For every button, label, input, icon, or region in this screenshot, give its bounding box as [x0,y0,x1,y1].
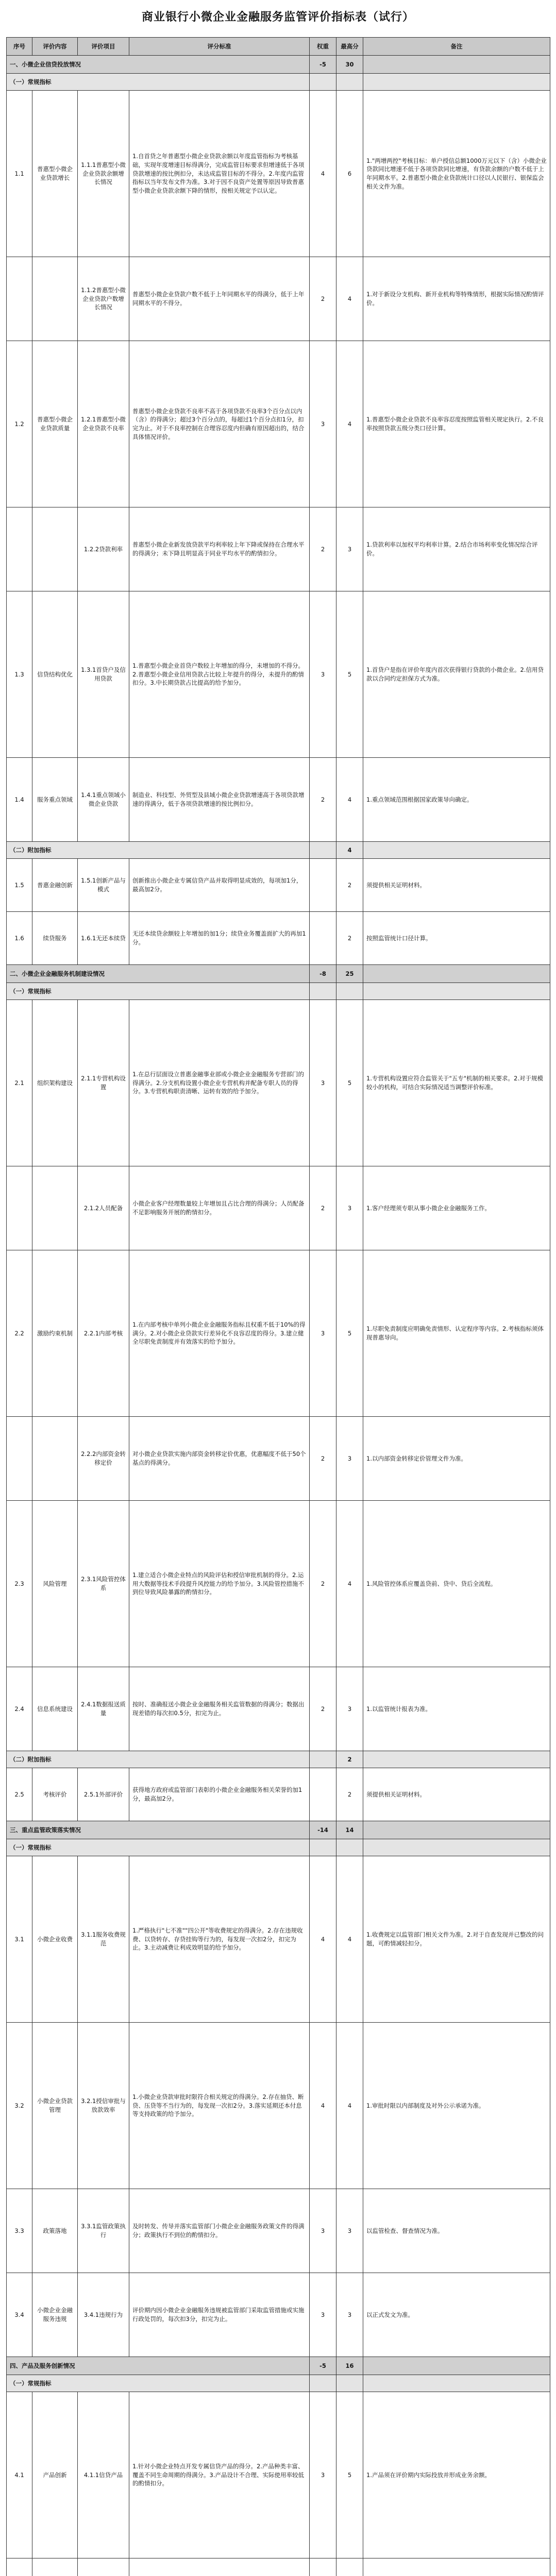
section-weight [310,842,336,859]
section-score: 14 [336,1821,363,1839]
cell-remark: 1.以监管统计报表为准。 [363,1667,550,1751]
header-item: 评价内容 [32,38,78,56]
cell-standard: 无还本续贷余额较上年增加的加1分；续贷业务覆盖面扩大的再加1分。 [129,912,310,965]
cell-item: 续贷服务 [32,912,78,965]
cell-standard: 1.在总行层面设立普惠金融事业部或小微企业金融服务专营部门的得满分。2.分支机构设置小微企业专营机构并配备专职人员的得分。3.专营机构职责清晰、运转有效的给予加分。 [129,1000,310,1166]
cell-weight: 4 [310,91,336,257]
cell-remark: 1.对于新设分支机构、新开业机构等特殊情形，根据实际情况酌情评价。 [363,257,550,341]
section-remark [363,74,550,91]
cell-weight [310,859,336,912]
table-row [7,507,550,591]
cell-remark: 1.产品须在评价期内实际投放并形成业务余额。 [363,2392,550,2558]
cell-content: 1.1.1普惠型小微企业贷款余额增长情况 [78,91,129,257]
cell-standard: 评价期内因小微企业金融服务违规被监管部门采取监管措施或实施行政处罚的，每次扣3分，扣完为止。 [129,2273,310,2357]
cell-item [32,1166,78,1250]
cell-seq: 3.3 [7,2189,32,2273]
section-score [336,1839,363,1856]
cell-max-score: 3 [336,1166,363,1250]
table-body [7,56,550,2576]
header-standard: 评分标准 [129,38,310,56]
cell-remark: 1."两增两控"考核目标：单户授信总额1000万元以下（含）小微企业贷款同比增速不低于各项贷款同比增速，有贷款余额的户数不低于上年同期水平。2.普惠型小微企业贷款统计口径以人民银行、银保监会相关文件为准。 [363,91,550,257]
cell-max-score: 4 [336,2023,363,2189]
cell-content: 2.1.1专营机构设置 [78,1000,129,1166]
cell-seq [7,507,32,591]
section-remark [363,1751,550,1768]
cell-seq [7,257,32,341]
cell-content: 2.2.1内部考核 [78,1250,129,1417]
cell-weight: 3 [310,341,336,507]
cell-seq: 1.4 [7,758,32,842]
table-row [7,912,550,965]
table-row [7,2273,550,2357]
header-content: 评价项目 [78,38,129,56]
cell-remark: 1.专营机构设置应符合监管关于"五专"机制的相关要求。2.对于规模较小的机构，可结合实际情况适当调整评价标准。 [363,1000,550,1166]
cell-weight: 3 [310,1250,336,1417]
cell-seq: 2.5 [7,1768,32,1821]
cell-item: 小微企业贷款管理 [32,2023,78,2189]
section-remark [363,2375,550,2392]
cell-seq: 3.1 [7,1856,32,2023]
cell-seq: 1.2 [7,341,32,507]
cell-remark: 按照监管统计口径计算。 [363,912,550,965]
cell-seq: 3.2 [7,2023,32,2189]
section-label: 二、小微企业金融服务机制建设情况 [7,965,310,983]
cell-standard: 创新推出小微企业专属信贷产品并取得明显成效的，每项加1分，最高加2分。 [129,859,310,912]
section-score [336,74,363,91]
cell-content: 2.1.2人员配备 [78,1166,129,1250]
section-row [7,56,550,74]
cell-remark: 1.首贷户是指在评价年度内首次获得银行贷款的小微企业。2.信用贷款以合同约定担保方式为准。 [363,591,550,758]
cell-content: 1.6.1无还本续贷 [78,912,129,965]
cell-content: 2.2.2内部资金转移定价 [78,1417,129,1501]
cell-max-score: 2 [336,859,363,912]
section-weight: -8 [310,965,336,983]
cell-seq [7,1166,32,1250]
section-weight [310,983,336,1000]
table-row [7,2189,550,2273]
section-label: （一）常规指标 [7,74,310,91]
section-weight: -14 [310,1821,336,1839]
cell-max-score: 5 [336,1250,363,1417]
cell-item: 考核评价 [32,1768,78,1821]
section-label: （一）常规指标 [7,1839,310,1856]
table-row [7,1250,550,1417]
cell-max-score [336,2558,363,2576]
table-row [7,2023,550,2189]
section-label: （一）常规指标 [7,2375,310,2392]
subsection-row [7,2375,550,2392]
evaluation-table [6,37,550,2576]
section-remark [363,842,550,859]
section-weight [310,2375,336,2392]
cell-seq: 4.1 [7,2392,32,2558]
cell-item: 组织架构建设 [32,1000,78,1166]
cell-item: 小微企业金融服务违规 [32,2273,78,2357]
table-row [7,591,550,758]
section-weight [310,74,336,91]
cell-standard: 1.建立适合小微企业特点的风险评估和授信审批机制的得分。2.运用大数据等技术手段提升风控能力的给予加分。3.风险管控措施不到位导致风险暴露的酌情扣分。 [129,1501,310,1667]
cell-weight: 2 [310,758,336,842]
cell-content: 1.1.2普惠型小微企业贷款户数增长情况 [78,257,129,341]
cell-content: 2.4.1数据报送质量 [78,1667,129,1751]
cell-max-score: 4 [336,341,363,507]
table-row [7,341,550,507]
cell-item: 政策落地 [32,2189,78,2273]
subsection-row [7,1839,550,1856]
cell-remark: 1.重点领域范围根据国家政策导向确定。 [363,758,550,842]
cell-item: 普惠金融创新 [32,859,78,912]
section-score [336,2375,363,2392]
cell-standard: 制造业、科技型、外贸型及县域小微企业贷款增速高于各项贷款增速的得满分，低于各项贷款增速的按比例扣分。 [129,758,310,842]
table-header-row [7,38,550,56]
cell-seq: 2.4 [7,1667,32,1751]
table-row [7,1768,550,1821]
cell-max-score: 3 [336,2189,363,2273]
cell-weight: 3 [310,2189,336,2273]
table-row [7,1501,550,1667]
cell-item: 小微企业收费 [32,1856,78,2023]
cell-weight [310,1768,336,1821]
cell-weight: 3 [310,2273,336,2357]
cell-max-score: 3 [336,507,363,591]
cell-remark: 以正式发文为准。 [363,2273,550,2357]
header-weight: 权重 [310,38,336,56]
cell-content: 4.1.1信贷产品 [78,2392,129,2558]
cell-standard: 1.严格执行"七不准""四公开"等收费规定的得满分。2.存在违规收费、以贷转存、存贷挂钩等行为的，每发现一次扣2分，扣完为止。3.主动减费让利成效明显的给予加分。 [129,1856,310,2023]
header-seq: 序号 [7,38,32,56]
section-label: 三、重点监管政策落实情况 [7,1821,310,1839]
table-row [7,1667,550,1751]
cell-remark [363,2558,550,2576]
cell-max-score: 3 [336,1417,363,1501]
cell-max-score: 5 [336,2392,363,2558]
cell-standard: 普惠型小微企业贷款不良率不高于各项贷款不良率3个百分点以内（含）的得满分；超过3个百分点的，每超过1个百分点扣1分，扣完为止。对于不良率控制在合理容忍度内但确有原因超出的，结合具体情况评价。 [129,341,310,507]
section-weight [310,1751,336,1768]
cell-seq: 1.6 [7,912,32,965]
table-row [7,91,550,257]
cell-content: 2.3.1风险管控体系 [78,1501,129,1667]
section-remark [363,1821,550,1839]
cell-standard: 1.普惠型小微企业首贷户数较上年增加的得分，未增加的不得分。2.普惠型小微企业信用贷款占比较上年提升的得分，未提升的酌情扣分。3.中长期贷款占比提高的给予加分。 [129,591,310,758]
section-score [336,983,363,1000]
additional-row [7,1751,550,1768]
cell-standard: 普惠型小微企业贷款户数不低于上年同期水平的得满分，低于上年同期水平的不得分。 [129,257,310,341]
cell-standard: 对小微企业贷款实施内部资金转移定价优惠，优惠幅度不低于50个基点的得满分。 [129,1417,310,1501]
section-label: 一、小微企业信贷投放情况 [7,56,310,74]
header-remark: 备注 [363,38,550,56]
section-remark [363,56,550,74]
section-remark [363,965,550,983]
cell-content: 3.2.1授信审批与放款效率 [78,2023,129,2189]
cell-standard: 按时、准确报送小微企业金融服务相关监管数据的得满分；数据出现差错的每次扣0.5分，扣完为止。 [129,1667,310,1751]
cell-weight: 2 [310,1166,336,1250]
cell-standard [129,2558,310,2576]
table-row [7,1166,550,1250]
cell-standard: 及时转发、传导并落实监管部门小微企业金融服务政策文件的得满分；政策执行不到位的酌情扣分。 [129,2189,310,2273]
table-row [7,1417,550,1501]
cell-content: 1.2.2贷款利率 [78,507,129,591]
cell-weight: 3 [310,591,336,758]
cell-item [32,1417,78,1501]
cell-max-score: 5 [336,591,363,758]
cell-content: 3.4.1违规行为 [78,2273,129,2357]
cell-content: 1.3.1首贷户及信用贷款 [78,591,129,758]
section-row [7,965,550,983]
section-remark [363,2357,550,2375]
cell-remark: 1.收费规定以监管部门相关文件为准。2.对于自查发现并已整改的问题，可酌情减轻扣分。 [363,1856,550,2023]
cell-weight: 2 [310,507,336,591]
section-weight: -5 [310,2357,336,2375]
cell-standard: 小微企业客户经理数量较上年增加且占比合理的得满分；人员配备不足影响服务开展的酌情扣分。 [129,1166,310,1250]
cell-remark: 1.普惠型小微企业贷款不良率容忍度按照监管相关规定执行。2.不良率按照贷款五级分类口径计算。 [363,341,550,507]
cell-seq: 2.3 [7,1501,32,1667]
cell-remark: 1.风险管控体系应覆盖贷前、贷中、贷后全流程。 [363,1501,550,1667]
cell-seq [7,2558,32,2576]
cell-remark: 须提供相关证明材料。 [363,859,550,912]
cell-content: 1.5.1创新产品与模式 [78,859,129,912]
header-max-score: 最高分 [336,38,363,56]
cell-standard: 1.在内部考核中单列小微企业金融服务指标且权重不低于10%的得满分。2.对小微企业贷款实行差异化不良容忍度的得分。3.建立健全尽职免责制度并有效落实的给予加分。 [129,1250,310,1417]
cell-weight: 2 [310,257,336,341]
cell-seq [7,1417,32,1501]
section-label: 四、产品及服务创新情况 [7,2357,310,2375]
section-score: 25 [336,965,363,983]
cell-content: 1.4.1重点领域小微企业贷款 [78,758,129,842]
cell-max-score: 4 [336,758,363,842]
table-row [7,859,550,912]
section-row [7,1821,550,1839]
cell-max-score: 6 [336,91,363,257]
cell-item: 风险管理 [32,1501,78,1667]
cell-max-score: 4 [336,1501,363,1667]
table-row [7,2558,550,2576]
subsection-row [7,983,550,1000]
cell-content: 2.5.1外部评价 [78,1768,129,1821]
cell-max-score: 2 [336,912,363,965]
section-remark [363,983,550,1000]
cell-seq: 1.1 [7,91,32,257]
cell-item [32,257,78,341]
table-row [7,1000,550,1166]
cell-max-score: 4 [336,1856,363,2023]
cell-item [32,2558,78,2576]
cell-item [32,507,78,591]
cell-seq: 3.4 [7,2273,32,2357]
cell-max-score: 4 [336,257,363,341]
cell-remark: 1.贷款利率以加权平均利率计算。2.结合市场利率变化情况综合评价。 [363,507,550,591]
cell-max-score: 5 [336,1000,363,1166]
cell-weight: 2 [310,1417,336,1501]
cell-weight: 4 [310,2023,336,2189]
cell-remark: 以监管检查、督查情况为准。 [363,2189,550,2273]
cell-weight [310,912,336,965]
cell-standard: 1.针对小微企业特点开发专属信贷产品的得分。2.产品种类丰富、覆盖不同生命周期的得满分。3.产品设计不合理、实际使用率较低的酌情扣分。 [129,2392,310,2558]
section-label: （二）附加指标 [7,1751,310,1768]
table-row [7,758,550,842]
cell-max-score: 2 [336,1768,363,1821]
section-label: （一）常规指标 [7,983,310,1000]
cell-standard: 1.自首贷之年普惠型小微企业贷款余额以年度监管指标为考核基础，实现年度增速目标得满分，完成监管目标要求但增速低于各项贷款增速的按比例扣分，未达成监管目标的不得分。2.年度内监管指标以当年发布文件为准。3.对于因不良资产处置等原因导致普惠型小微企业贷款余额下降的情形，按相关规定予以认定。 [129,91,310,257]
cell-content: 3.1.1服务收费规范 [78,1856,129,2023]
cell-remark: 1.尽职免责制度应明确免责情形、认定程序等内容。2.考核指标须体现普惠导向。 [363,1250,550,1417]
table-row [7,2392,550,2558]
cell-seq: 1.3 [7,591,32,758]
section-weight: -5 [310,56,336,74]
cell-weight: 2 [310,1501,336,1667]
cell-item: 普惠型小微企业贷款增长 [32,91,78,257]
cell-standard: 1.小微企业贷款审批时限符合相关规定的得满分。2.存在抽贷、断贷、压贷等不当行为的，每发现一次扣2分。3.落实延期还本付息等支持政策的给予加分。 [129,2023,310,2189]
cell-standard: 获得地方政府或监管部门表彰的小微企业金融服务相关荣誉的加1分，最高加2分。 [129,1768,310,1821]
subsection-row [7,74,550,91]
page-title: 商业银行小微企业金融服务监管评价指标表（试行） [141,11,414,24]
cell-item: 激励约束机制 [32,1250,78,1417]
additional-row [7,842,550,859]
cell-item: 服务重点领域 [32,758,78,842]
cell-weight [310,2558,336,2576]
section-weight [310,1839,336,1856]
cell-remark: 须提供相关证明材料。 [363,1768,550,1821]
cell-weight: 2 [310,1667,336,1751]
section-score: 16 [336,2357,363,2375]
cell-content [78,2558,129,2576]
section-row [7,2357,550,2375]
cell-item: 信息系统建设 [32,1667,78,1751]
cell-item: 产品创新 [32,2392,78,2558]
cell-max-score: 3 [336,2273,363,2357]
cell-weight: 3 [310,2392,336,2558]
table-row [7,1856,550,2023]
cell-max-score: 3 [336,1667,363,1751]
cell-content: 1.2.1普惠型小微企业贷款不良率 [78,341,129,507]
cell-content: 3.3.1监管政策执行 [78,2189,129,2273]
section-remark [363,1839,550,1856]
cell-seq: 1.5 [7,859,32,912]
section-score: 2 [336,1751,363,1768]
section-label: （二）附加指标 [7,842,310,859]
section-score: 4 [336,842,363,859]
cell-seq: 2.2 [7,1250,32,1417]
table-row [7,257,550,341]
cell-item: 信贷结构优化 [32,591,78,758]
cell-weight: 4 [310,1856,336,2023]
cell-remark: 1.审批时限以内部制度及对外公示承诺为准。 [363,2023,550,2189]
cell-remark: 1.以内部资金转移定价管理文件为准。 [363,1417,550,1501]
cell-weight: 3 [310,1000,336,1166]
cell-remark: 1.客户经理须专职从事小微企业金融服务工作。 [363,1166,550,1250]
cell-seq: 2.1 [7,1000,32,1166]
cell-item: 普惠型小微企业贷款质量 [32,341,78,507]
section-score: 30 [336,56,363,74]
cell-standard: 普惠型小微企业新发放贷款平均利率较上年下降或保持在合理水平的得满分；未下降且明显高于同业平均水平的酌情扣分。 [129,507,310,591]
